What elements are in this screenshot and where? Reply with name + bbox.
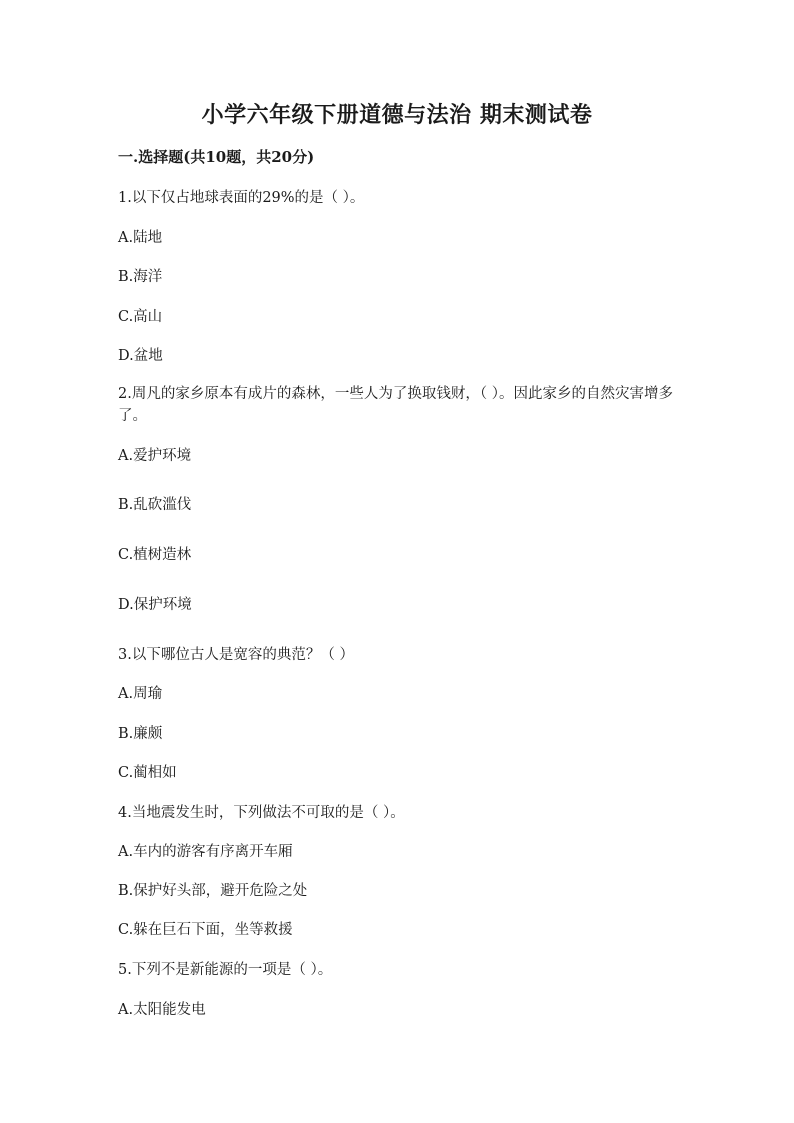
- question-4-stem: 4.当地震发生时，下列做法不可取的是（ ）。: [118, 805, 405, 821]
- question-2-option-c: C.植树造林: [118, 547, 192, 563]
- question-3-stem: 3.以下哪位古人是宽容的典范？（ ）: [118, 647, 354, 663]
- question-1-option-b: B.海洋: [118, 269, 163, 285]
- question-3-option-b: B.廉颇: [118, 726, 163, 742]
- question-2-stem: 2.周凡的家乡原本有成片的森林，一些人为了换取钱财，（ ）。因此家乡的自然灾害增多了。: [118, 386, 673, 424]
- question-3-option-a: A.周瑜: [118, 686, 163, 702]
- question-5-option-a: A.太阳能发电: [118, 1002, 206, 1018]
- question-3-option-c: C.蔺相如: [118, 765, 177, 781]
- question-2-option-b: B.乱砍滥伐: [118, 497, 192, 513]
- section-heading: 一.选择题(共10题，共20分): [118, 148, 315, 166]
- question-5-stem: 5.下列不是新能源的一项是（ ）。: [118, 962, 333, 978]
- question-4-option-c: C.躲在巨石下面，坐等救援: [118, 922, 293, 938]
- question-1-option-a: A.陆地: [118, 230, 163, 246]
- question-1-option-c: C.高山: [118, 309, 163, 325]
- question-1-stem: 1.以下仅占地球表面的29%的是（ ）。: [118, 190, 365, 206]
- question-1-option-d: D.盆地: [118, 348, 163, 364]
- question-4-option-a: A.车内的游客有序离开车厢: [118, 844, 293, 860]
- page-title: 小学六年级下册道德与法治 期末测试卷: [201, 102, 593, 128]
- question-4-option-b: B.保护好头部，避开危险之处: [118, 883, 308, 899]
- question-2-option-d: D.保护环境: [118, 597, 192, 613]
- question-2-option-a: A.爱护环境: [118, 448, 192, 464]
